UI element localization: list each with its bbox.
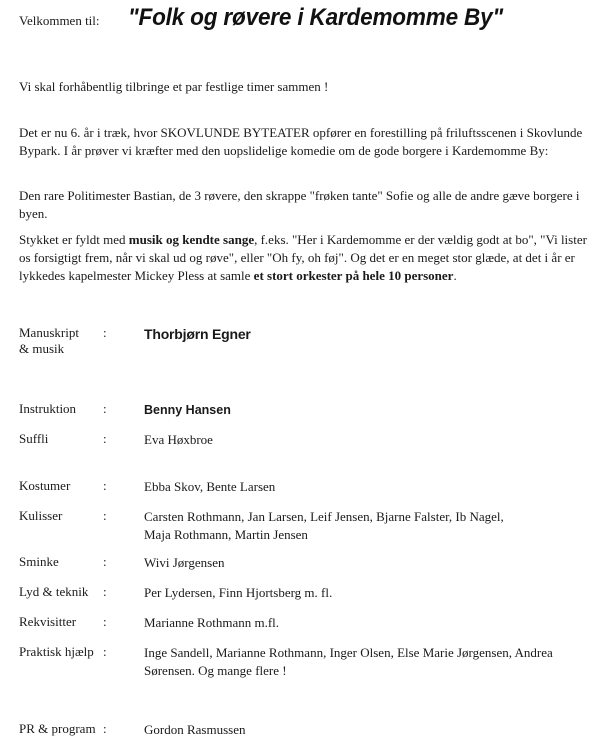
credit-colon: : bbox=[103, 325, 107, 340]
credit-value: Per Lydersen, Finn Hjortsberg m. fl. bbox=[144, 585, 333, 600]
credit-colon: : bbox=[103, 508, 107, 523]
credit-colon: : bbox=[103, 614, 107, 629]
credit-value: Wivi Jørgensen bbox=[144, 555, 225, 570]
credit-label: Instruktion bbox=[19, 401, 77, 416]
credit-value-director: Benny Hansen bbox=[144, 403, 231, 417]
intro-paragraph-3 bbox=[19, 231, 589, 285]
credit-value: Gordon Rasmussen bbox=[144, 722, 246, 737]
credit-colon: : bbox=[103, 721, 107, 736]
credit-value-author: Thorbjørn Egner bbox=[144, 326, 251, 342]
credit-colon: : bbox=[103, 554, 107, 569]
credit-colon: : bbox=[103, 478, 107, 493]
credit-label: Sminke bbox=[19, 554, 59, 569]
credit-label: Lyd & teknik bbox=[19, 584, 89, 599]
credit-label: Kostumer bbox=[19, 478, 71, 493]
credit-label: Manuskript & musik bbox=[19, 325, 79, 356]
credit-label: Kulisser bbox=[19, 508, 63, 523]
page-title: "Folk og røvere i Kardemomme By" bbox=[128, 4, 503, 31]
credit-label: Praktisk hjælp bbox=[19, 644, 94, 659]
para3-text-3: . bbox=[453, 268, 457, 283]
credit-colon: : bbox=[103, 431, 107, 446]
credit-colon: : bbox=[103, 644, 107, 659]
credit-value: Marianne Rothmann m.fl. bbox=[144, 615, 280, 630]
para3-bold-2: et stort orkester på hele 10 personer bbox=[253, 268, 454, 283]
credit-label: Rekvisitter bbox=[19, 614, 77, 629]
credit-colon: : bbox=[103, 584, 107, 599]
credit-value: Ebba Skov, Bente Larsen bbox=[144, 479, 276, 494]
credit-label: Suffli bbox=[19, 431, 49, 446]
credit-value: Eva Høxbroe bbox=[144, 432, 213, 447]
para3-text-2: , f.eks. "Her i Kardemomme er der vældig godt at bo", "Vi lister os forsigtigt frem, når vi skal ud og røve", eller "Oh fy, oh føj". Og det er en meget stor glæde, at det i år er lykkedes kapelmester Mickey Pless at samle bbox=[19, 232, 587, 283]
header-lead: Velkommen til: bbox=[19, 13, 100, 28]
credit-colon: : bbox=[103, 401, 107, 416]
intro-paragraph-1: Det er nu 6. år i træk, hvor SKOVLUNDE BYTEATER opfører en forestilling på friluftsscenen i Skovlunde Bypark. I år prøver vi kræfter med den uopslidelige komedie om de gode borgere i Kardemomme By: bbox=[19, 125, 583, 158]
credit-value: Carsten Rothmann, Jan Larsen, Leif Jensen, Bjarne Falster, Ib Nagel, Maja Rothmann, Martin Jensen bbox=[144, 509, 504, 542]
welcome-line: Vi skal forhåbentlig tilbringe et par festlige timer sammen ! bbox=[19, 79, 329, 94]
intro-paragraph-2: Den rare Politimester Bastian, de 3 røvere, den skrappe "frøken tante" Sofie og alle de andre gæve borgere i byen. bbox=[19, 188, 580, 221]
para3-text-1: Stykket er fyldt med bbox=[19, 232, 129, 247]
credit-label: PR & program bbox=[19, 721, 96, 736]
credit-value: Inge Sandell, Marianne Rothmann, Inger Olsen, Else Marie Jørgensen, Andrea Sørensen. Og mange flere ! bbox=[144, 645, 553, 678]
para3-bold-1: musik og kendte sange bbox=[128, 232, 255, 247]
